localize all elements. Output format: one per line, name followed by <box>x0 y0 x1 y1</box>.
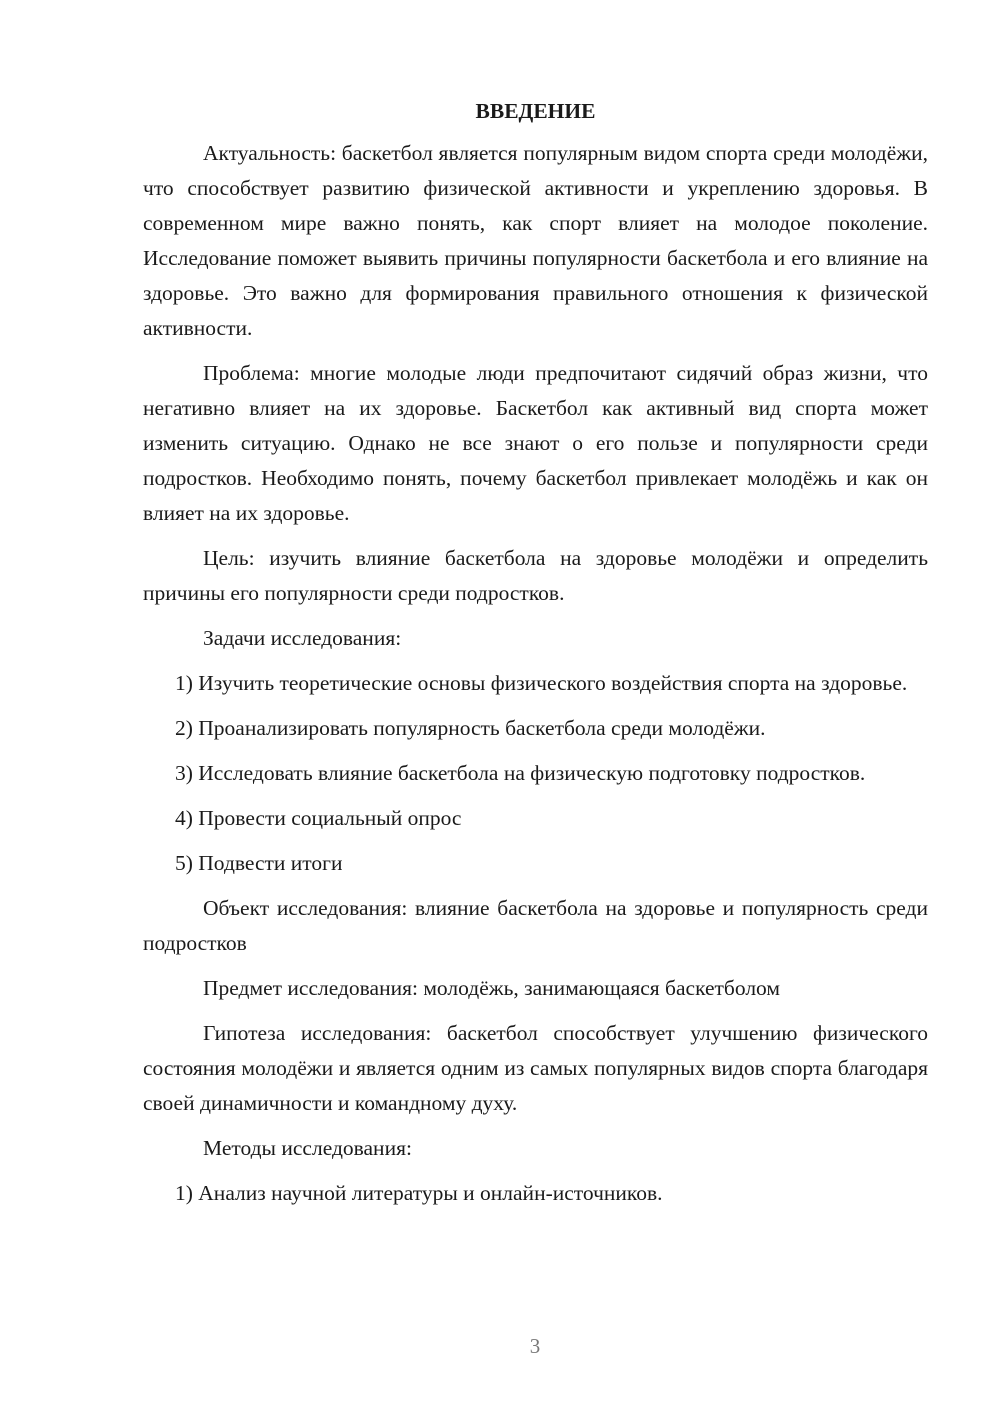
section-title: ВВЕДЕНИЕ <box>475 99 596 123</box>
task-item: 3) Исследовать влияние баскетбола на физическую подготовку подростков. <box>175 761 866 785</box>
problem-paragraph: Проблема: многие молодые люди предпочитают сидячий образ жизни, что негативно влияет на их здоровье. Баскетбол как активный вид спорта может изменить ситуацию. Однако не все знают о его пользе и популярности среди подростков. Необходимо понять, почему баскетбол привлекает молодёжь и как он влияет на их здоровье. <box>143 361 928 525</box>
subject-paragraph: Предмет исследования: молодёжь, занимающаяся баскетболом <box>203 976 781 1000</box>
document-page <box>143 96 928 1221</box>
goal-paragraph: Цель: изучить влияние баскетбола на здоровье молодёжи и определить причины его популярности среди подростков. <box>143 546 928 605</box>
object-paragraph: Объект исследования: влияние баскетбола на здоровье и популярность среди подростков <box>143 896 928 955</box>
method-item: 1) Анализ научной литературы и онлайн-источников. <box>175 1181 663 1205</box>
task-item: 1) Изучить теоретические основы физического воздействия спорта на здоровье. <box>175 671 908 695</box>
task-item: 2) Проанализировать популярность баскетбола среди молодёжи. <box>175 716 766 740</box>
task-item: 5) Подвести итоги <box>175 851 343 875</box>
hypothesis-paragraph: Гипотеза исследования: баскетбол способствует улучшению физического состояния молодёжи и является одним из самых популярных видов спорта благодаря своей динамичности и командному духу. <box>143 1021 928 1115</box>
relevance-paragraph: Актуальность: баскетбол является популярным видом спорта среди молодёжи, что способствует развитию физической активности и укреплению здоровья. В современном мире важно понять, как спорт влияет на молодое поколение. Исследование поможет выявить причины популярности баскетбола и его влияние на здоровье. Это важно для формирования правильного отношения к физической активности. <box>143 141 928 340</box>
page-number: 3 <box>529 1334 541 1358</box>
tasks-heading: Задачи исследования: <box>203 626 402 650</box>
methods-heading: Методы исследования: <box>203 1136 412 1160</box>
task-item: 4) Провести социальный опрос <box>175 806 462 830</box>
